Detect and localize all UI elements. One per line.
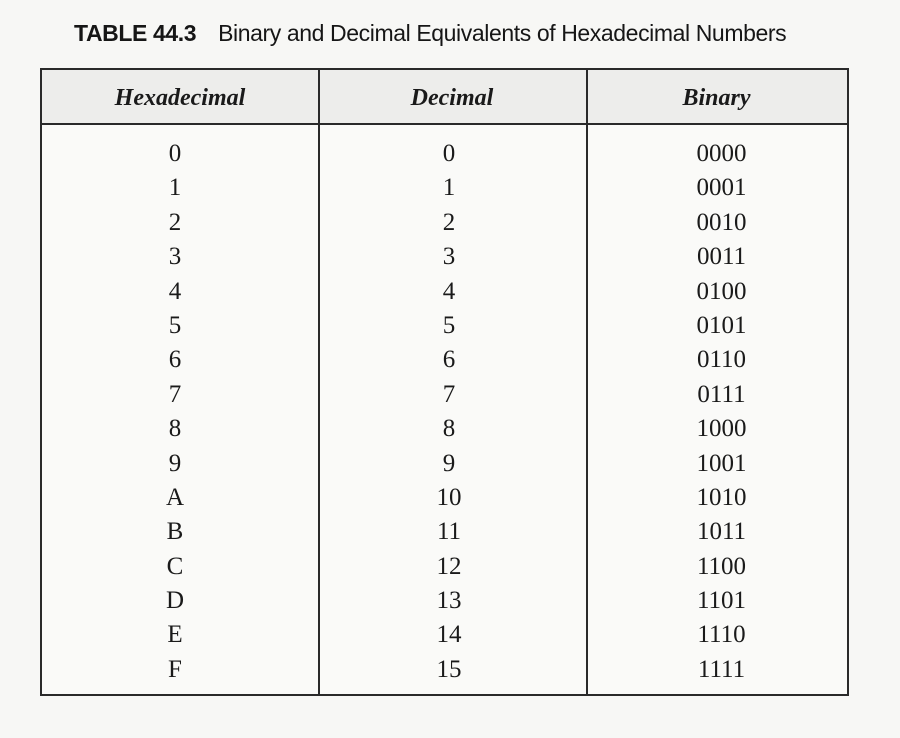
decimal-cell: 11	[436, 518, 462, 546]
table-row	[42, 550, 847, 584]
binary-cell: 1000	[696, 415, 747, 443]
hex-cell: 3	[168, 243, 182, 271]
table-caption	[74, 20, 786, 47]
binary-cell: 0011	[696, 243, 747, 271]
table-row	[42, 584, 847, 618]
binary-cell: 0010	[696, 208, 747, 236]
binary-cell: 0100	[696, 277, 747, 305]
table-row	[42, 653, 847, 687]
decimal-cell: 1	[442, 174, 456, 202]
table-header-row	[42, 70, 847, 125]
binary-cell: 0110	[696, 346, 747, 374]
table-number: TABLE 44.3	[74, 20, 197, 46]
hex-cell: 2	[168, 208, 182, 236]
decimal-cell: 7	[442, 380, 456, 408]
decimal-cell: 12	[436, 552, 462, 580]
table-row	[42, 137, 847, 171]
decimal-cell: 3	[442, 243, 456, 271]
binary-cell: 1010	[696, 483, 747, 511]
table-title: Binary and Decimal Equivalents of Hexadecimal Numbers	[218, 20, 787, 46]
hex-cell: 1	[168, 174, 182, 202]
hex-cell: F	[168, 655, 182, 683]
table-row	[42, 206, 847, 240]
hex-cell: E	[167, 621, 183, 649]
table-row	[42, 343, 847, 377]
table-row	[42, 378, 847, 412]
decimal-cell: 8	[442, 415, 456, 443]
binary-cell: 1011	[696, 518, 747, 546]
header-hexadecimal: Hexadecimal	[114, 85, 246, 111]
hex-cell: C	[166, 552, 184, 580]
binary-cell: 1101	[696, 587, 747, 615]
table-row	[42, 481, 847, 515]
hex-cell: 0	[168, 140, 182, 167]
decimal-cell: 0	[442, 140, 456, 167]
decimal-cell: 2	[442, 208, 456, 236]
binary-cell: 0111	[697, 380, 746, 408]
decimal-cell: 13	[436, 587, 462, 615]
table-row	[42, 171, 847, 205]
hex-cell: 4	[168, 277, 182, 305]
decimal-cell: 14	[436, 621, 462, 649]
table-row	[42, 275, 847, 309]
decimal-cell: 15	[436, 655, 462, 683]
hex-cell: D	[165, 587, 185, 615]
decimal-cell: 4	[442, 277, 456, 305]
binary-cell: 1100	[696, 552, 747, 580]
decimal-cell: 10	[436, 483, 462, 511]
table-row	[42, 618, 847, 652]
table-body	[42, 137, 847, 687]
decimal-cell: 9	[442, 449, 456, 477]
header-binary: Binary	[682, 85, 751, 111]
equivalents-table	[40, 68, 849, 696]
hex-cell: 9	[168, 449, 182, 477]
binary-cell: 1111	[697, 655, 746, 683]
hex-cell: 6	[168, 346, 182, 374]
binary-cell: 1110	[697, 621, 746, 649]
binary-cell: 1001	[696, 449, 747, 477]
hex-cell: 7	[168, 380, 182, 408]
hex-cell: 5	[168, 311, 182, 339]
table-row	[42, 515, 847, 549]
binary-cell: 0001	[696, 174, 747, 202]
decimal-cell: 6	[442, 346, 456, 374]
table-row	[42, 309, 847, 343]
hex-cell: B	[166, 518, 184, 546]
header-decimal: Decimal	[410, 85, 494, 111]
binary-cell: 0101	[696, 311, 747, 339]
table-row	[42, 240, 847, 274]
table-row	[42, 447, 847, 481]
hex-cell: 8	[168, 415, 182, 443]
hex-cell: A	[165, 483, 185, 511]
binary-cell: 0000	[696, 140, 747, 167]
table-row	[42, 412, 847, 446]
decimal-cell: 5	[442, 311, 456, 339]
